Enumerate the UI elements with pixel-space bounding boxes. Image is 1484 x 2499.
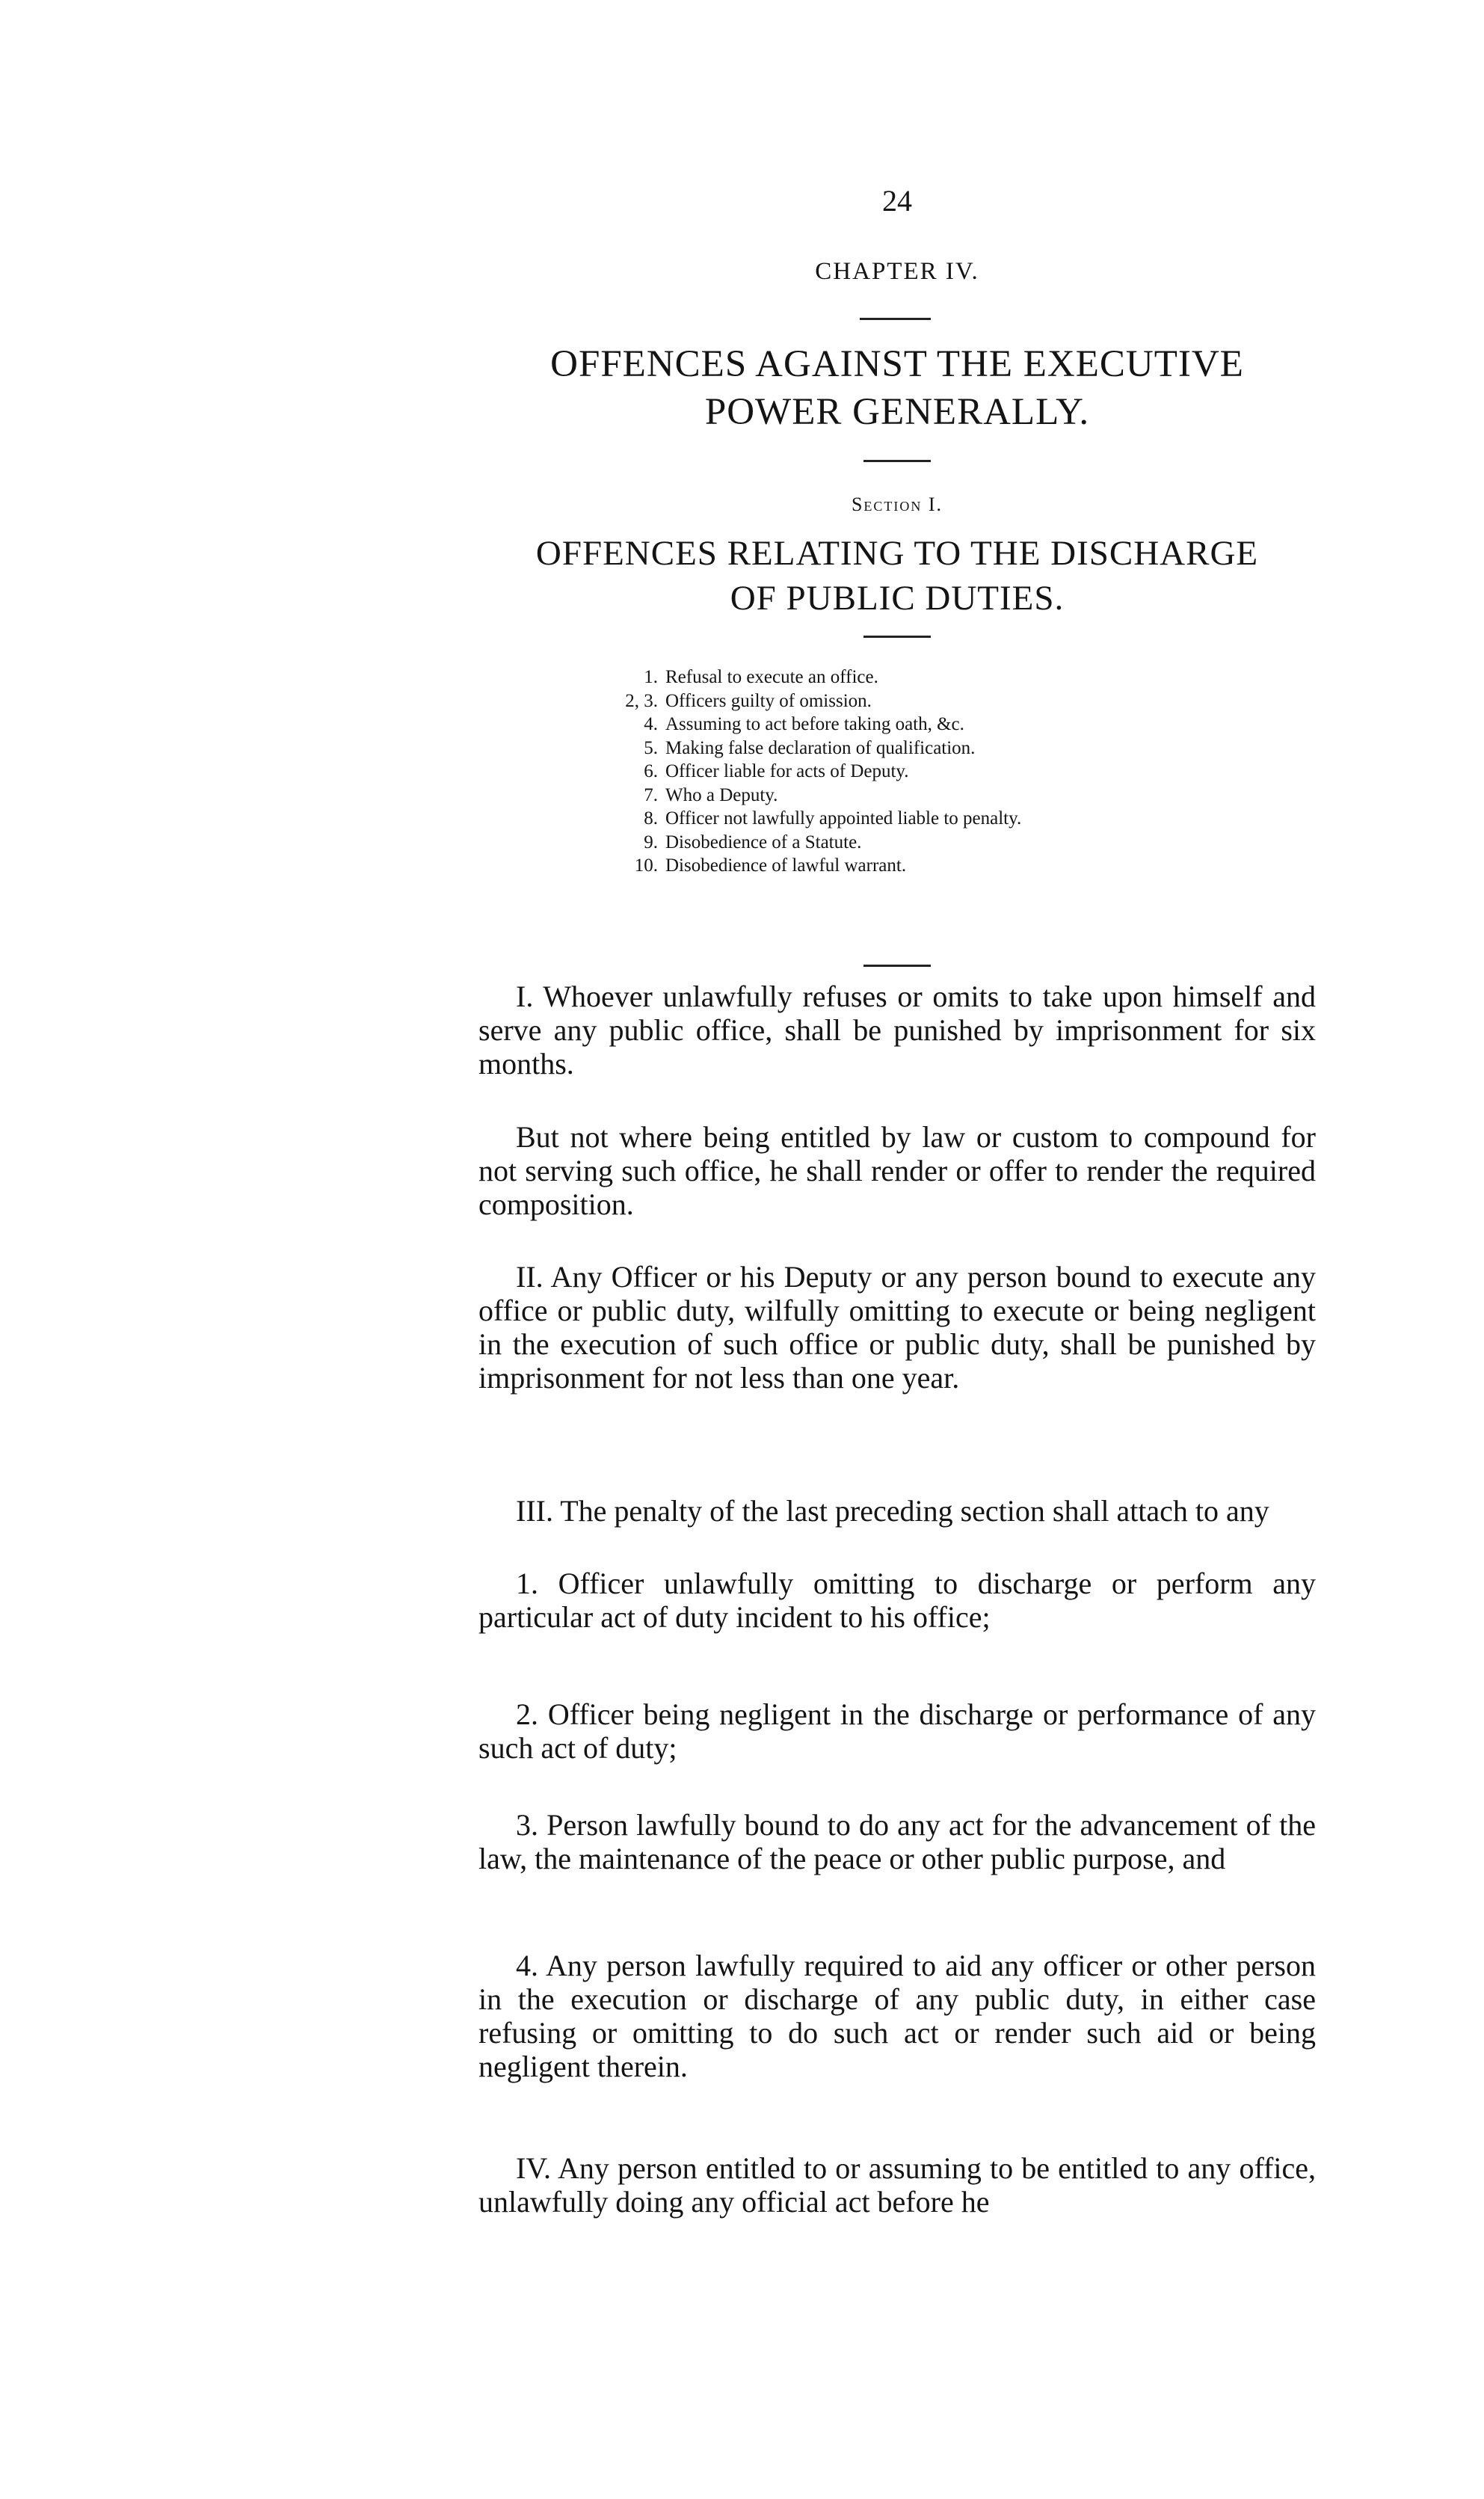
contents-item xyxy=(591,666,1189,689)
contents-item xyxy=(591,807,1189,831)
divider-rule xyxy=(860,318,931,320)
paragraph-section-2: II. Any Officer or his Deputy or any person bound to execute any office or public duty, wilfully omitting to execute or being negligent in the execution of such office or public duty, shall be punished by imprisonment for not less than one year. xyxy=(478,1260,1316,1395)
chapter-title-line-2: POWER GENERALLY. xyxy=(704,391,1090,433)
contents-text: Who a Deputy. xyxy=(665,784,778,805)
paragraph-section-3: III. The penalty of the last preceding section shall attach to any xyxy=(516,1494,1269,1528)
contents-number: 6. xyxy=(644,761,658,781)
contents-item xyxy=(591,854,1189,878)
section-title-line-1: OFFENCES RELATING TO THE DISCHARGE xyxy=(535,534,1259,573)
contents-text: Assuming to act before taking oath, &c. xyxy=(665,714,964,734)
contents-text: Officer liable for acts of Deputy. xyxy=(665,761,909,781)
divider-rule xyxy=(863,965,931,967)
contents-text: Officer not lawfully appointed liable to penalty. xyxy=(665,808,1022,829)
contents-text: Officers guilty of omission. xyxy=(665,690,872,711)
contents-item xyxy=(591,760,1189,784)
paragraph-clause-1: 1. Officer unlawfully omitting to discharge or perform any particular act of duty incident to his office; xyxy=(478,1567,1316,1634)
contents-text: Disobedience of lawful warrant. xyxy=(665,855,907,876)
contents-item xyxy=(591,737,1189,760)
paragraph-section-1: I. Whoever unlawfully refuses or omits to take upon himself and serve any public office, shall be punished by imprisonment for six months. xyxy=(478,980,1316,1081)
divider-rule xyxy=(863,460,931,462)
contents-text: Disobedience of a Statute. xyxy=(665,832,862,852)
contents-number: 8. xyxy=(644,808,658,829)
contents-number: 5. xyxy=(644,737,658,758)
contents-item xyxy=(591,689,1189,713)
contents-number: 2, 3. xyxy=(625,690,658,711)
contents-text: Refusal to execute an office. xyxy=(665,667,878,687)
chapter-label: CHAPTER IV. xyxy=(815,258,979,285)
section-title xyxy=(478,531,1316,621)
contents-item xyxy=(591,713,1189,737)
page-number: 24 xyxy=(882,184,912,218)
chapter-title xyxy=(478,340,1316,436)
contents-number: 9. xyxy=(644,832,658,852)
contents-number: 4. xyxy=(644,714,658,734)
section-contents-list xyxy=(591,666,1189,878)
chapter-title-line-1: OFFENCES AGAINST THE EXECUTIVE xyxy=(550,343,1244,385)
section-title-line-2: OF PUBLIC DUTIES. xyxy=(730,579,1065,618)
paragraph-clause-3: 3. Person lawfully bound to do any act for the advancement of the law, the maintenance of the peace or other public purpose, and xyxy=(478,1808,1316,1875)
contents-number: 1. xyxy=(644,667,658,687)
divider-rule xyxy=(863,636,931,638)
contents-text: Making false declaration of qualification. xyxy=(665,737,976,758)
paragraph-section-4: IV. Any person entitled to or assuming to be entitled to any office, unlawfully doing any official act before he xyxy=(478,2151,1316,2219)
contents-number: 10. xyxy=(634,855,658,876)
contents-number: 7. xyxy=(644,784,658,805)
contents-item xyxy=(591,831,1189,855)
paragraph-clause-4: 4. Any person lawfully required to aid any officer or other person in the execution or discharge of any public duty, in either case refusing or omitting to do such act or render such aid or being negligent therein. xyxy=(478,1949,1316,2083)
paragraph-proviso: But not where being entitled by law or custom to compound for not serving such office, he shall render or offer to render the required composition. xyxy=(478,1120,1316,1221)
section-label: Section I. xyxy=(851,494,943,515)
contents-item xyxy=(591,784,1189,808)
paragraph-clause-2: 2. Officer being negligent in the discharge or performance of any such act of duty; xyxy=(478,1697,1316,1765)
